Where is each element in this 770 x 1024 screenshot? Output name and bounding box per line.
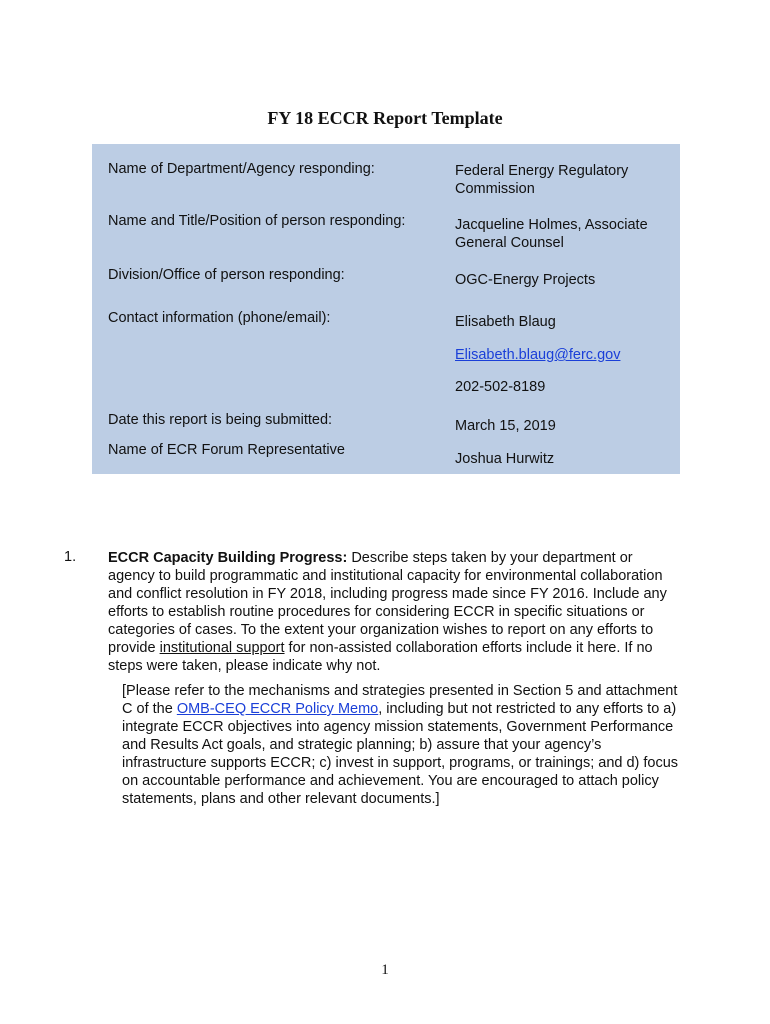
policy-memo-link[interactable]: OMB-CEQ ECCR Policy Memo <box>176 701 379 717</box>
section-number: 1. <box>64 549 77 565</box>
contact-email-link[interactable]: Elisabeth.blaug@ferc.gov <box>455 347 621 363</box>
name-label: Name and Title/Position of person responding: <box>108 213 406 229</box>
name-value-line-1: Jacqueline Holmes, Associate <box>455 217 648 233</box>
dept-value <box>455 162 675 198</box>
section-1-body <box>108 549 676 675</box>
contact-label: Contact information (phone/email): <box>108 310 331 326</box>
rep-label: Name of ECR Forum Representative <box>108 442 345 458</box>
section-heading: ECCR Capacity Building Progress: <box>108 550 348 566</box>
institutional-support-text: institutional support <box>159 640 285 656</box>
page-title: FY 18 ECCR Report Template <box>267 108 503 128</box>
division-value: OGC-Energy Projects <box>455 272 596 288</box>
division-label: Division/Office of person responding: <box>108 267 345 283</box>
date-label: Date this report is being submitted: <box>108 412 333 428</box>
name-value <box>455 216 675 252</box>
section-text-b: for non-assisted collaboration efforts include it here. If no steps were taken, please indicate why not. <box>108 640 653 674</box>
contact-name: Elisabeth Blaug <box>455 314 556 330</box>
rep-value: Joshua Hurwitz <box>455 451 555 467</box>
section-text-a: Describe steps taken by your department or agency to build programmatic and institutional capacity for environmental collaboration and conflict resolution in FY 2018, including progress made since FY 2016. Include any efforts to establish routine procedures for considering ECCR in specific situations or categories of cases. To the extent your organization wishes to report on any efforts to provide <box>108 550 667 656</box>
page-number: 1 <box>381 962 389 978</box>
note-text-a: [Please refer to the mechanisms and strategies presented in Section 5 and attachment C of the <box>122 683 678 717</box>
note-text-b: , including but not restricted to any efforts to a) integrate ECCR objectives into agency mission statements, Government Performance and Results Act goals, and strategic planning; b) assure that your agency’s infrastructure supports ECCR; c) invest in support, programs, or trainings; and d) focus on accountable performance and achievement. You are encouraged to attach policy statements, plans and other relevant documents.] <box>122 701 679 807</box>
date-value: March 15, 2019 <box>455 418 556 434</box>
dept-label: Name of Department/Agency responding: <box>108 161 375 177</box>
dept-value-line-1: Federal Energy Regulatory <box>455 163 629 179</box>
contact-phone: 202-502-8189 <box>455 379 546 395</box>
dept-value-line-2: Commission <box>455 181 535 197</box>
name-value-line-2: General Counsel <box>455 235 564 251</box>
guidance-note <box>122 682 682 808</box>
